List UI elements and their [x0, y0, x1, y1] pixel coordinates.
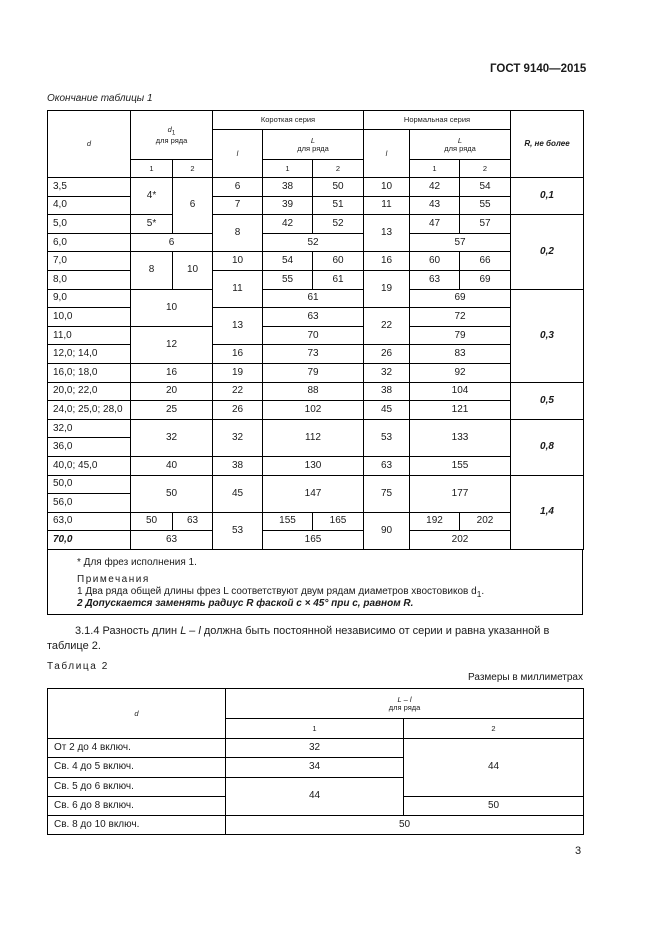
header-normal-L-symbol: L	[457, 136, 463, 145]
header-short-L-for-row: для ряда	[297, 143, 329, 153]
cell-short-L2: 61	[313, 270, 364, 289]
page-number: 3	[575, 845, 582, 857]
cell-short-L1: 42	[263, 215, 313, 234]
cell-normal-L1: 192	[410, 512, 460, 531]
t2-cell-d: Св. 6 до 8 включ.	[48, 796, 226, 815]
t2-header-for-row: для ряда	[388, 702, 421, 712]
t2-cell-d: Св. 8 до 10 включ.	[48, 816, 226, 835]
cell-short-L2: 60	[313, 252, 364, 271]
cell-normal-l: 19	[364, 270, 410, 307]
cell-normal-l: 10	[364, 178, 410, 197]
cell-short-l: 8	[213, 215, 263, 252]
t2-header-L-minus-l	[226, 689, 584, 719]
cell-short-L2: 165	[313, 512, 364, 531]
table1	[47, 110, 584, 550]
cell-d: 32,0	[48, 419, 131, 438]
cell-short-L1: 39	[263, 196, 313, 215]
cell-normal-l: 90	[364, 512, 410, 549]
cell-d1-1: 8	[131, 252, 173, 289]
header-short-l: l	[213, 130, 263, 178]
cell-short-L: 88	[263, 382, 364, 401]
cell-d: 6,0	[48, 233, 131, 252]
cell-short-L1: 54	[263, 252, 313, 271]
note-2: 2 Допускается заменять радиус R фаской с × 45° при с, равном R.	[77, 598, 414, 609]
cell-short-L: 73	[263, 345, 364, 364]
header-short-L-row1: 1	[263, 160, 313, 178]
t2-cell-d: Св. 4 до 5 включ.	[48, 758, 226, 777]
t2-header-formula: L – l	[397, 695, 412, 704]
cell-normal-L: 104	[410, 382, 511, 401]
cell-normal-l: 53	[364, 419, 410, 456]
cell-normal-L: 177	[410, 475, 511, 512]
cell-short-l: 11	[213, 270, 263, 307]
cell-short-L: 70	[263, 326, 364, 345]
header-short-L-symbol: L	[310, 136, 316, 145]
cell-d1: 20	[131, 382, 213, 401]
header-r-max: R, не более	[511, 111, 584, 178]
cell-short-L1: 38	[263, 178, 313, 197]
header-d1	[131, 111, 213, 160]
cell-d1: 6	[131, 233, 213, 252]
cell-short-l: 32	[213, 419, 263, 456]
cell-short-L: 102	[263, 401, 364, 420]
header-short-series: Короткая серия	[213, 111, 364, 130]
cell-short-l: 53	[213, 512, 263, 549]
cell-normal-L2: 54	[460, 178, 511, 197]
cell-d: 10,0	[48, 308, 131, 327]
cell-short-l: 13	[213, 308, 263, 345]
cell-short-L: 63	[263, 308, 364, 327]
notes-title: Примечания	[77, 574, 150, 585]
cell-r: 0,3	[511, 289, 584, 382]
cell-d1: 32	[131, 419, 213, 456]
cell-short-l: 19	[213, 363, 263, 382]
cell-normal-l: 63	[364, 456, 410, 475]
table1-caption: Окончание таблицы 1	[47, 93, 153, 104]
cell-d1-1: 50	[131, 512, 173, 531]
cell-short-L1: 55	[263, 270, 313, 289]
cell-d1-2: 10	[173, 252, 213, 289]
cell-short-L2: 50	[313, 178, 364, 197]
cell-normal-l: 38	[364, 382, 410, 401]
cell-normal-L: 83	[410, 345, 511, 364]
header-d: d	[48, 111, 131, 178]
cell-d1-1: 5*	[131, 215, 173, 234]
cell-normal-L2: 69	[460, 270, 511, 289]
cell-d1: 63	[131, 531, 213, 550]
cell-normal-L: 133	[410, 419, 511, 456]
cell-short-L: 52	[263, 233, 364, 252]
cell-short-L: 61	[263, 289, 364, 308]
t2-header-row2: 2	[404, 719, 584, 739]
cell-normal-L2: 66	[460, 252, 511, 271]
cell-short-l: 16	[213, 345, 263, 364]
note-1-subscript: 1	[476, 589, 482, 599]
cell-d1: 40	[131, 456, 213, 475]
cell-d: 3,5	[48, 178, 131, 197]
cell-short-L: 165	[263, 531, 364, 550]
t2-header-d: d	[48, 689, 226, 739]
t2-header-row1: 1	[226, 719, 404, 739]
t2-cell-merged: 50	[226, 816, 584, 835]
note-1-end: .	[481, 586, 485, 597]
cell-normal-L2: 57	[460, 215, 511, 234]
cell-d1-1: 4*	[131, 178, 173, 215]
t2-cell-d: Св. 5 до 6 включ.	[48, 777, 226, 796]
header-short-L	[263, 130, 364, 160]
cell-d: 4,0	[48, 196, 131, 215]
cell-short-L2: 51	[313, 196, 364, 215]
cell-d1: 25	[131, 401, 213, 420]
cell-short-L: 112	[263, 419, 364, 456]
cell-d: 16,0; 18,0	[48, 363, 131, 382]
cell-short-l: 7	[213, 196, 263, 215]
cell-short-L: 130	[263, 456, 364, 475]
cell-d: 36,0	[48, 438, 131, 457]
footnote: * Для фрез исполнения 1.	[77, 557, 197, 568]
header-d1-row1: 1	[131, 160, 173, 178]
t2-cell-row1: 32	[226, 739, 404, 758]
cell-d1: 16	[131, 363, 213, 382]
paragraph-formula: L – l	[180, 625, 201, 637]
cell-normal-L: 69	[410, 289, 511, 308]
header-normal-L-for-row: для ряда	[444, 143, 476, 153]
header-d1-row2: 2	[173, 160, 213, 178]
cell-r: 0,2	[511, 215, 584, 289]
cell-short-l: 22	[213, 382, 263, 401]
t2-cell-row1: 34	[226, 758, 404, 777]
cell-d: 56,0	[48, 494, 131, 513]
t2-cell-row1: 44	[226, 777, 404, 816]
cell-d: 8,0	[48, 270, 131, 289]
cell-normal-L: 121	[410, 401, 511, 420]
table2-units: Размеры в миллиметрах	[468, 672, 583, 683]
cell-d: 7,0	[48, 252, 131, 271]
cell-short-L: 147	[263, 475, 364, 512]
header-d1-subscript: 1	[171, 129, 176, 137]
cell-short-l: 26	[213, 401, 263, 420]
t2-cell-row2: 44	[404, 739, 584, 797]
paragraph-text-before: Разность длин	[102, 625, 178, 637]
cell-normal-l: 16	[364, 252, 410, 271]
cell-short-L1: 155	[263, 512, 313, 531]
cell-d1: 10	[131, 289, 213, 326]
paragraph-number: 3.1.4	[75, 625, 100, 637]
cell-normal-l: 22	[364, 308, 410, 345]
cell-normal-L1: 47	[410, 215, 460, 234]
t2-cell-d: От 2 до 4 включ.	[48, 739, 226, 758]
cell-d: 70,0	[48, 531, 131, 550]
cell-r: 0,1	[511, 178, 584, 215]
header-d1-for-row: для ряда	[155, 135, 188, 145]
cell-normal-L2: 202	[460, 512, 511, 531]
cell-normal-L: 79	[410, 326, 511, 345]
cell-r: 1,4	[511, 475, 584, 549]
table2-caption: Таблица 2	[47, 661, 109, 672]
cell-d1-2: 63	[173, 512, 213, 531]
cell-normal-L: 72	[410, 308, 511, 327]
cell-normal-L1: 43	[410, 196, 460, 215]
cell-d: 24,0; 25,0; 28,0	[48, 401, 131, 420]
cell-d: 9,0	[48, 289, 131, 308]
paragraph-3-1-4	[47, 624, 583, 654]
table2	[47, 688, 584, 835]
cell-normal-l: 11	[364, 196, 410, 215]
cell-r: 0,5	[511, 382, 584, 419]
header-short-L-row2: 2	[313, 160, 364, 178]
cell-normal-l: 45	[364, 401, 410, 420]
cell-normal-l: 13	[364, 215, 410, 252]
cell-d: 12,0; 14,0	[48, 345, 131, 364]
cell-d: 50,0	[48, 475, 131, 494]
header-d1-symbol: d	[167, 124, 172, 134]
cell-normal-L: 57	[410, 233, 511, 252]
cell-d: 20,0; 22,0	[48, 382, 131, 401]
cell-normal-l: 75	[364, 475, 410, 512]
header-normal-l: l	[364, 130, 410, 178]
cell-r: 0,8	[511, 419, 584, 475]
t2-cell-row2: 50	[404, 796, 584, 815]
cell-short-L: 79	[263, 363, 364, 382]
note-1-text: 1 Два ряда общей длины фрез L соответствуют двум рядам диаметров хвостовиков d	[77, 586, 477, 597]
header-normal-series: Нормальная серия	[364, 111, 511, 130]
cell-d1: 12	[131, 326, 213, 363]
cell-normal-L1: 42	[410, 178, 460, 197]
cell-normal-L: 92	[410, 363, 511, 382]
cell-normal-L2: 55	[460, 196, 511, 215]
cell-d: 63,0	[48, 512, 131, 531]
cell-d: 11,0	[48, 326, 131, 345]
cell-d: 5,0	[48, 215, 131, 234]
header-normal-L-row1: 1	[410, 160, 460, 178]
cell-d1-2: 6	[173, 178, 213, 234]
cell-d1: 50	[131, 475, 213, 512]
cell-normal-L: 155	[410, 456, 511, 475]
cell-normal-L: 202	[410, 531, 511, 550]
standard-number: ГОСТ 9140—2015	[490, 63, 587, 75]
cell-short-l: 6	[213, 178, 263, 197]
cell-short-l: 10	[213, 252, 263, 271]
cell-normal-l: 32	[364, 363, 410, 382]
cell-short-l: 45	[213, 475, 263, 512]
cell-d: 40,0; 45,0	[48, 456, 131, 475]
cell-normal-L1: 60	[410, 252, 460, 271]
paragraph-text-after: должна быть постоянной независимо от серии и равна указанной в таблице 2.	[47, 625, 550, 652]
cell-normal-L1: 63	[410, 270, 460, 289]
cell-short-l: 38	[213, 456, 263, 475]
cell-normal-l: 26	[364, 345, 410, 364]
cell-short-L2: 52	[313, 215, 364, 234]
header-normal-L	[410, 130, 511, 160]
header-normal-L-row2: 2	[460, 160, 511, 178]
table1-notes	[47, 550, 583, 615]
